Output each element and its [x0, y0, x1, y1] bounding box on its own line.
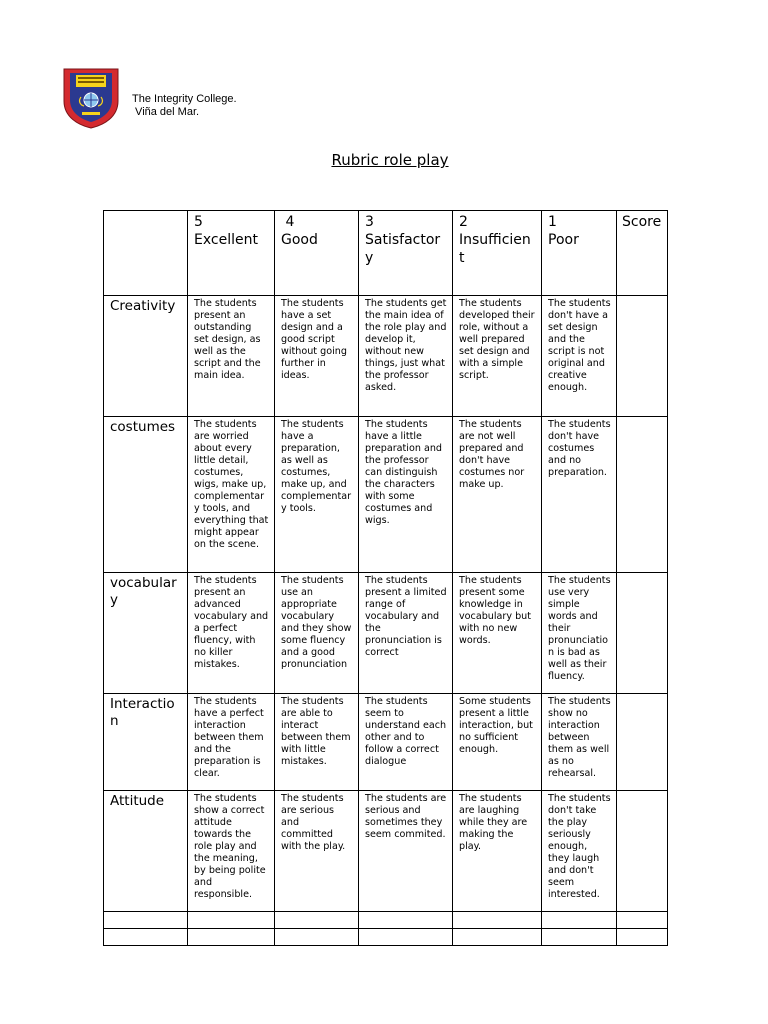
score-cell [617, 694, 668, 791]
rubric-cell: The students have a preparation, as well as costumes, make up, and complementary tools. [275, 417, 359, 573]
rubric-cell: The students are worried about every little detail, costumes, wigs, make up, complementary tools, and everything that might appear on the scene. [188, 417, 275, 573]
empty-cell [542, 912, 617, 929]
header-excellent: 5 Excellent [188, 211, 275, 296]
rubric-cell: The students show a correct attitude towards the role play and the meaning, by being polite and responsible. [188, 791, 275, 912]
empty-cell [104, 912, 188, 929]
criterion-label: costumes [104, 417, 188, 573]
empty-cell [275, 912, 359, 929]
document-title: Rubric role play [331, 151, 449, 169]
empty-cell [617, 929, 668, 946]
rubric-table [103, 210, 668, 946]
school-name: The Integrity College. [132, 93, 237, 105]
rubric-cell: The students are laughing while they are making the play. [453, 791, 542, 912]
rubric-empty-row [104, 929, 668, 946]
rubric-row-vocabulary [104, 573, 668, 694]
school-city: Viña del Mar. [132, 106, 200, 118]
rubric-cell: The students use very simple words and their pronunciation is bad as well as their fluency. [542, 573, 617, 694]
document-title-wrap [0, 151, 768, 169]
header-satisfactory: 3 Satisfactory [359, 211, 453, 296]
rubric-cell: The students don't have costumes and no preparation. [542, 417, 617, 573]
header-poor: 1 Poor [542, 211, 617, 296]
rubric-row-attitude [104, 791, 668, 912]
score-cell [617, 573, 668, 694]
rubric-cell: The students have a perfect interaction between them and the preparation is clear. [188, 694, 275, 791]
rubric-row-costumes [104, 417, 668, 573]
header-empty-cell [104, 211, 188, 296]
empty-cell [359, 929, 453, 946]
rubric-header-row [104, 211, 668, 296]
header-good: 4 Good [275, 211, 359, 296]
score-cell [617, 296, 668, 417]
rubric-row-creativity [104, 296, 668, 417]
rubric-cell: The students are able to interact between them with little mistakes. [275, 694, 359, 791]
empty-cell [275, 929, 359, 946]
empty-cell [188, 912, 275, 929]
rubric-cell: The students have a set design and a good script without going further in ideas. [275, 296, 359, 417]
criterion-label: Creativity [104, 296, 188, 417]
rubric-cell: The students don't have a set design and the script is not original and creative enough. [542, 296, 617, 417]
school-info [132, 93, 237, 119]
rubric-cell: The students present an advanced vocabulary and a perfect fluency, with no killer mistakes. [188, 573, 275, 694]
rubric-cell: The students are serious and committed with the play. [275, 791, 359, 912]
empty-cell [542, 929, 617, 946]
rubric-row-interaction [104, 694, 668, 791]
rubric-cell: The students are not well prepared and don't have costumes nor make up. [453, 417, 542, 573]
rubric-empty-row [104, 912, 668, 929]
criterion-label: vocabulary [104, 573, 188, 694]
empty-cell [453, 929, 542, 946]
header-score: Score [617, 211, 668, 296]
criterion-label: Attitude [104, 791, 188, 912]
empty-cell [188, 929, 275, 946]
score-cell [617, 417, 668, 573]
empty-cell [617, 912, 668, 929]
rubric-cell: Some students present a little interaction, but no sufficient enough. [453, 694, 542, 791]
criterion-label: Interaction [104, 694, 188, 791]
rubric-cell: The students have a little preparation and the professor can distinguish the characters with some costumes and wigs. [359, 417, 453, 573]
rubric-cell: The students use an appropriate vocabulary and they show some fluency and a good pronunciation [275, 573, 359, 694]
empty-cell [104, 929, 188, 946]
empty-cell [453, 912, 542, 929]
score-cell [617, 791, 668, 912]
rubric-cell: The students present some knowledge in vocabulary but with no new words. [453, 573, 542, 694]
college-crest-logo [62, 67, 120, 129]
rubric-cell: The students present an outstanding set design, as well as the script and the main idea. [188, 296, 275, 417]
rubric-cell: The students get the main idea of the role play and develop it, without new things, just what the professor asked. [359, 296, 453, 417]
header-insufficient: 2 Insufficient [453, 211, 542, 296]
rubric-cell: The students don't take the play seriously enough, they laugh and don't seem interested. [542, 791, 617, 912]
rubric-cell: The students seem to understand each other and to follow a correct dialogue [359, 694, 453, 791]
empty-cell [359, 912, 453, 929]
rubric-cell: The students developed their role, without a well prepared set design and with a simple script. [453, 296, 542, 417]
rubric-cell: The students present a limited range of vocabulary and the pronunciation is correct [359, 573, 453, 694]
rubric-cell: The students are serious and sometimes they seem commited. [359, 791, 453, 912]
rubric-cell: The students show no interaction between them as well as no rehearsal. [542, 694, 617, 791]
